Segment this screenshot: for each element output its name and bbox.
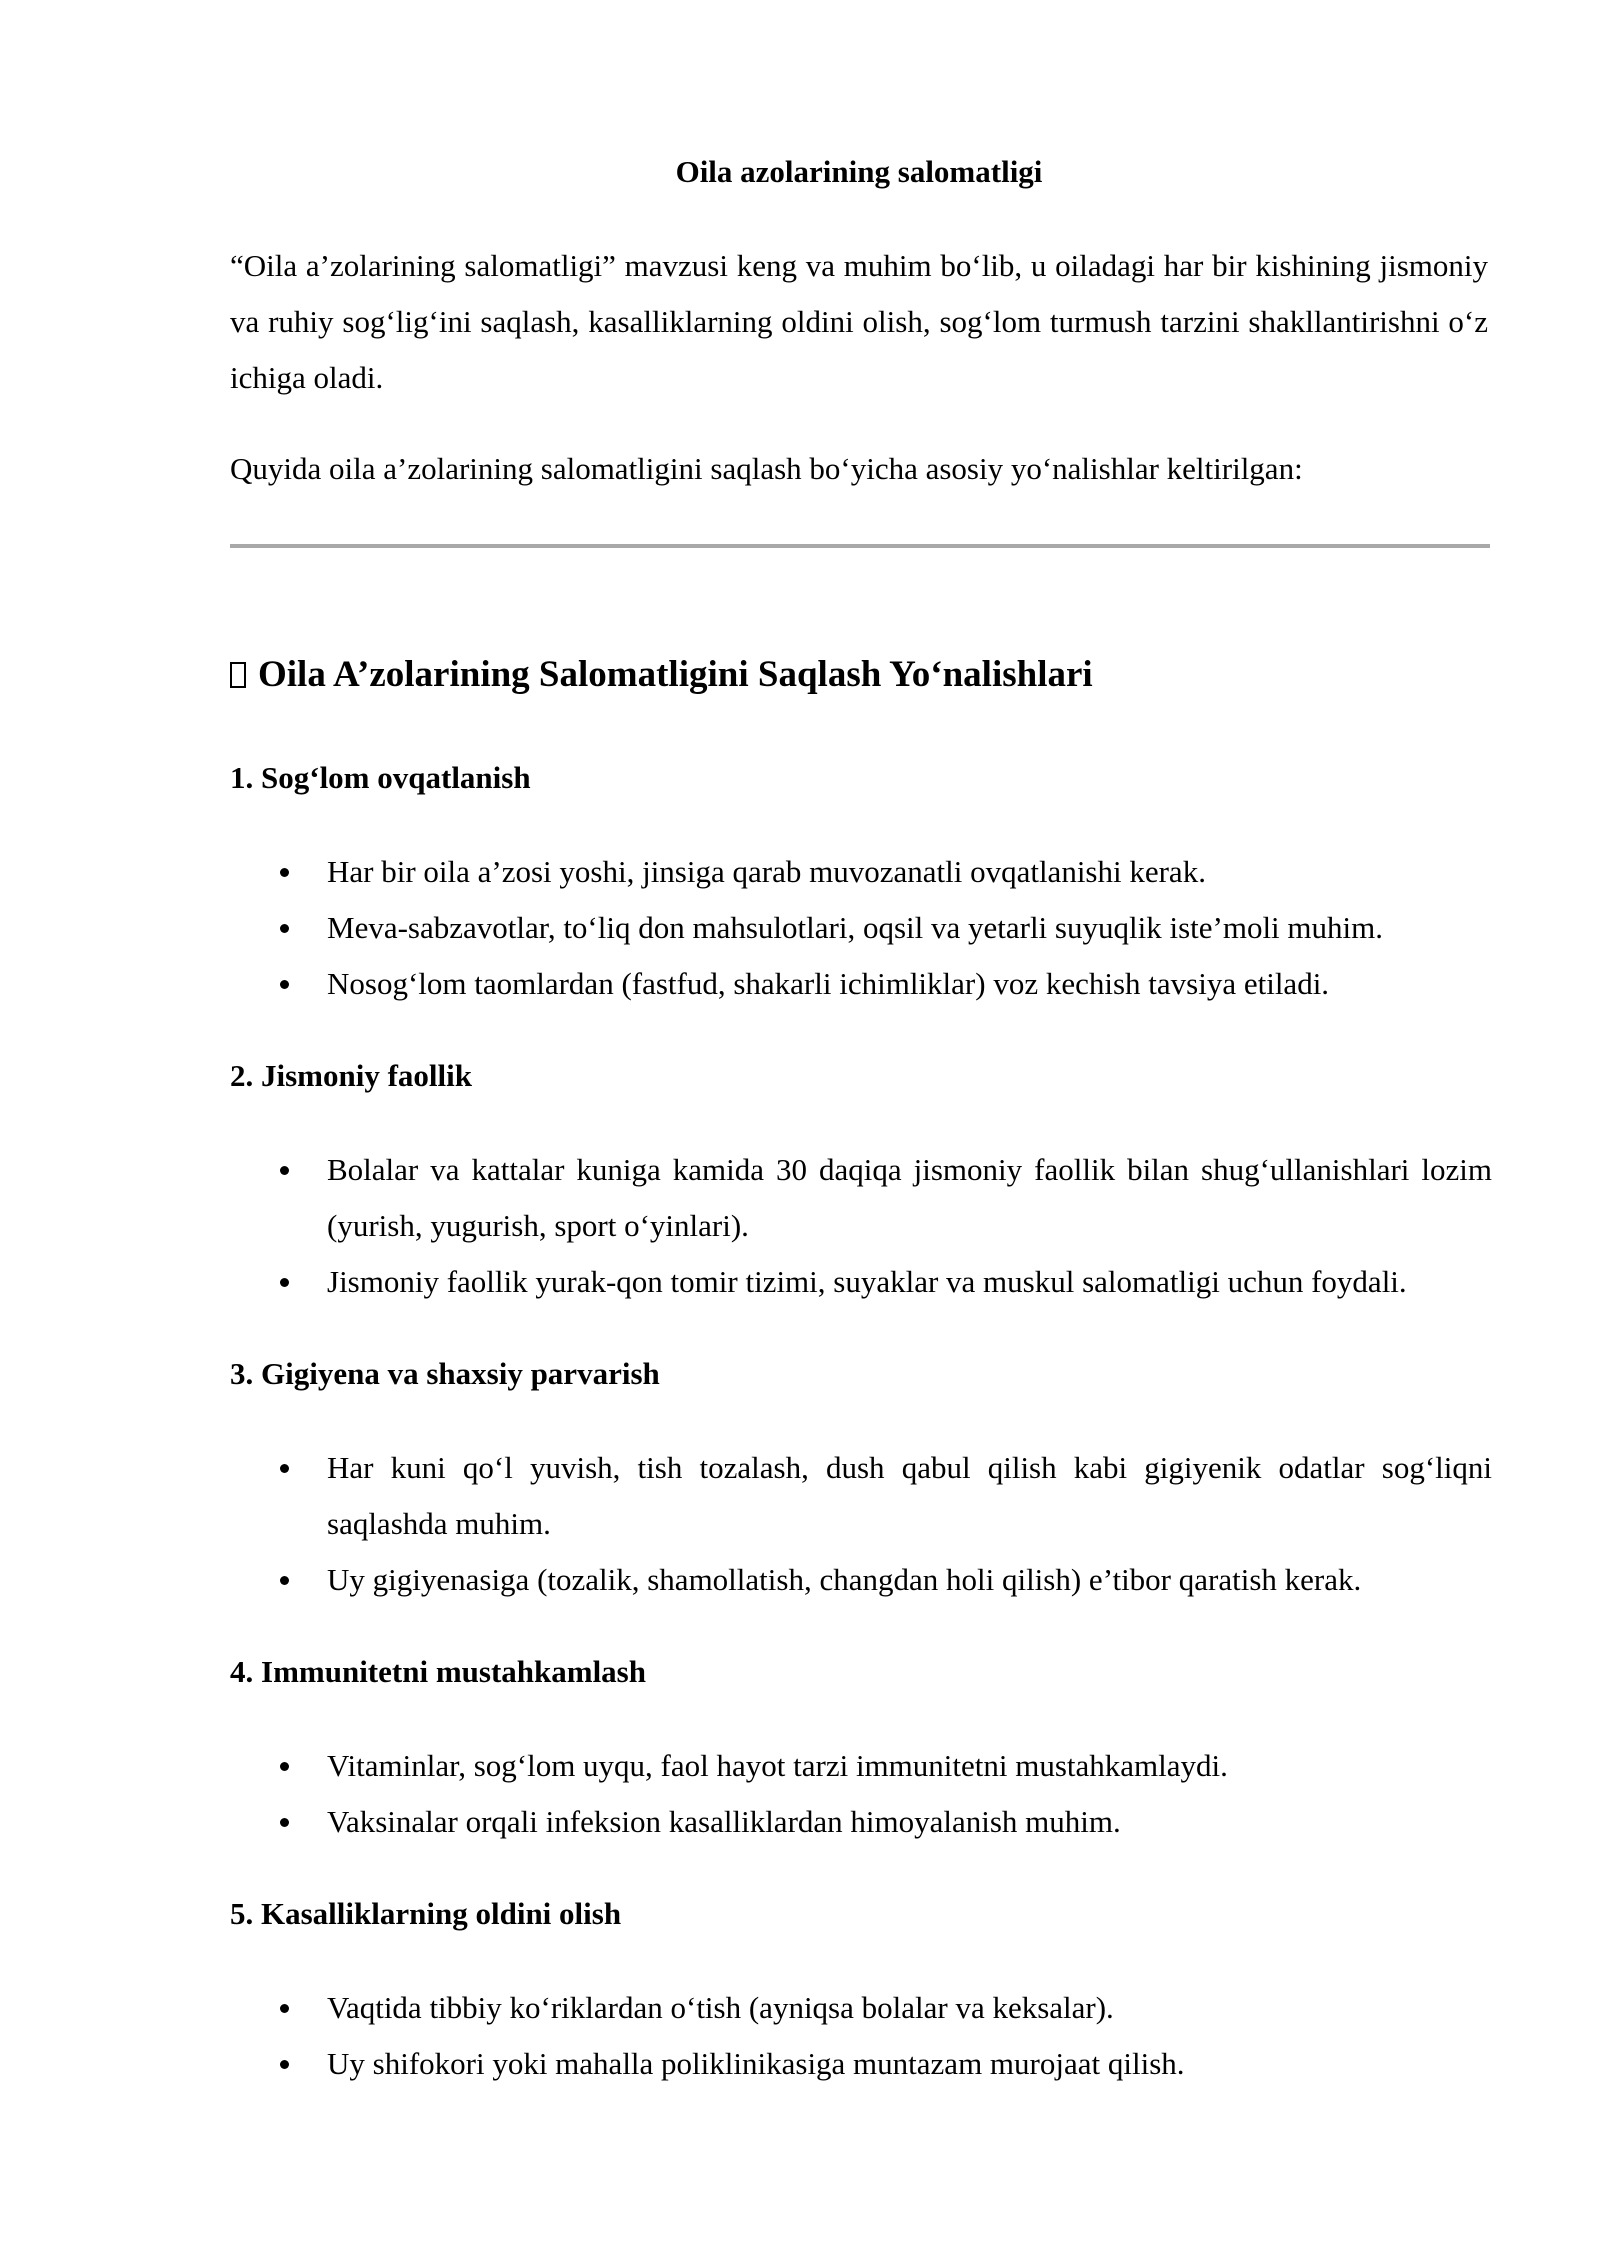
bullet-icon: [280, 980, 289, 989]
document-title: Oila azolarining salomatligi: [675, 154, 1043, 189]
list-item: [230, 1552, 1492, 1608]
section-heading-disease-prevention: 5. Kasalliklarning oldini olish: [230, 1896, 622, 1931]
list-item: [230, 956, 1492, 1012]
bullet-icon: [280, 2004, 289, 2013]
list-item: [230, 1794, 1492, 1850]
list-item-text: Bolalar va kattalar kuniga kamida 30 daqiqa jismoniy faollik bilan shug‘ullanishlari lozim (yurish, yugurish, sport o‘yinlari).: [327, 1152, 1492, 1243]
main-heading-text: Oila A’zolarining Salomatligini Saqlash Yo‘nalishlari: [258, 654, 1093, 695]
bullet-icon: [280, 1576, 289, 1585]
section-heading-healthy-eating: 1. Sog‘lom ovqatlanish: [230, 760, 531, 795]
list-item: [230, 900, 1492, 956]
bullet-list-immunity: [230, 1738, 1492, 1850]
list-item: [230, 844, 1492, 900]
bullet-list-physical-activity: [230, 1142, 1492, 1310]
bullet-icon: [280, 1464, 289, 1473]
bullet-list-healthy-eating: [230, 844, 1492, 1012]
bullet-icon: [280, 1762, 289, 1771]
list-item-text: Har kuni qo‘l yuvish, tish tozalash, dush qabul qilish kabi gigiyenik odatlar sog‘liqni saqlashda muhim.: [327, 1450, 1492, 1541]
list-item-text: Uy gigiyenasiga (tozalik, shamollatish, changdan holi qilish) e’tibor qaratish kerak.: [327, 1562, 1362, 1597]
list-item-text: Vitaminlar, sog‘lom uyqu, faol hayot tarzi immunitetni mustahkamlaydi.: [327, 1748, 1228, 1783]
list-item-text: Uy shifokori yoki mahalla poliklinikasiga muntazam murojaat qilish.: [327, 2046, 1185, 2081]
list-item-text: Vaksinalar orqali infeksion kasalliklardan himoyalanish muhim.: [327, 1804, 1121, 1839]
intro-paragraph: “Oila a’zolarining salomatligi” mavzusi keng va muhim bo‘lib, u oiladagi har bir kishining jismoniy va ruhiy sog‘lig‘ini saqlash, kasalliklarning oldini olish, sog‘lom turmush tarzini shakllantirishni o‘z ichiga oladi.: [230, 248, 1488, 395]
list-item-text: Har bir oila a’zosi yoshi, jinsiga qarab muvozanatli ovqatlanishi kerak.: [327, 854, 1206, 889]
list-item: [230, 2036, 1492, 2092]
bullet-list-disease-prevention: [230, 1980, 1492, 2092]
list-item: [230, 1980, 1492, 2036]
horizontal-divider: [230, 544, 1490, 548]
main-heading: [230, 650, 1488, 700]
bullet-icon: [280, 1166, 289, 1175]
list-item: [230, 1440, 1492, 1552]
bullet-list-hygiene: [230, 1440, 1492, 1608]
list-item-text: Vaqtida tibbiy ko‘riklardan o‘tish (ayniqsa bolalar va keksalar).: [327, 1990, 1114, 2025]
bullet-icon: [280, 868, 289, 877]
list-item: [230, 1738, 1492, 1794]
list-item-text: Jismoniy faollik yurak-qon tomir tizimi, suyaklar va muskul salomatligi uchun foydali.: [327, 1264, 1407, 1299]
section-heading-hygiene: 3. Gigiyena va shaxsiy parvarish: [230, 1356, 660, 1391]
section-heading-physical-activity: 2. Jismoniy faollik: [230, 1058, 473, 1093]
bullet-icon: [280, 924, 289, 933]
list-item: [230, 1254, 1492, 1310]
lead-paragraph: Quyida oila a’zolarining salomatligini saqlash bo‘yicha asosiy yo‘nalishlar keltirilgan:: [230, 451, 1303, 486]
bullet-icon: [280, 2060, 289, 2069]
missing-glyph-icon: [230, 662, 246, 688]
bullet-icon: [280, 1278, 289, 1287]
section-heading-immunity: 4. Immunitetni mustahkamlash: [230, 1654, 646, 1689]
list-item-text: Nosog‘lom taomlardan (fastfud, shakarli ichimliklar) voz kechish tavsiya etiladi.: [327, 966, 1330, 1001]
bullet-icon: [280, 1818, 289, 1827]
list-item: [230, 1142, 1492, 1254]
list-item-text: Meva-sabzavotlar, to‘liq don mahsulotlari, oqsil va yetarli suyuqlik iste’moli muhim.: [327, 910, 1384, 945]
